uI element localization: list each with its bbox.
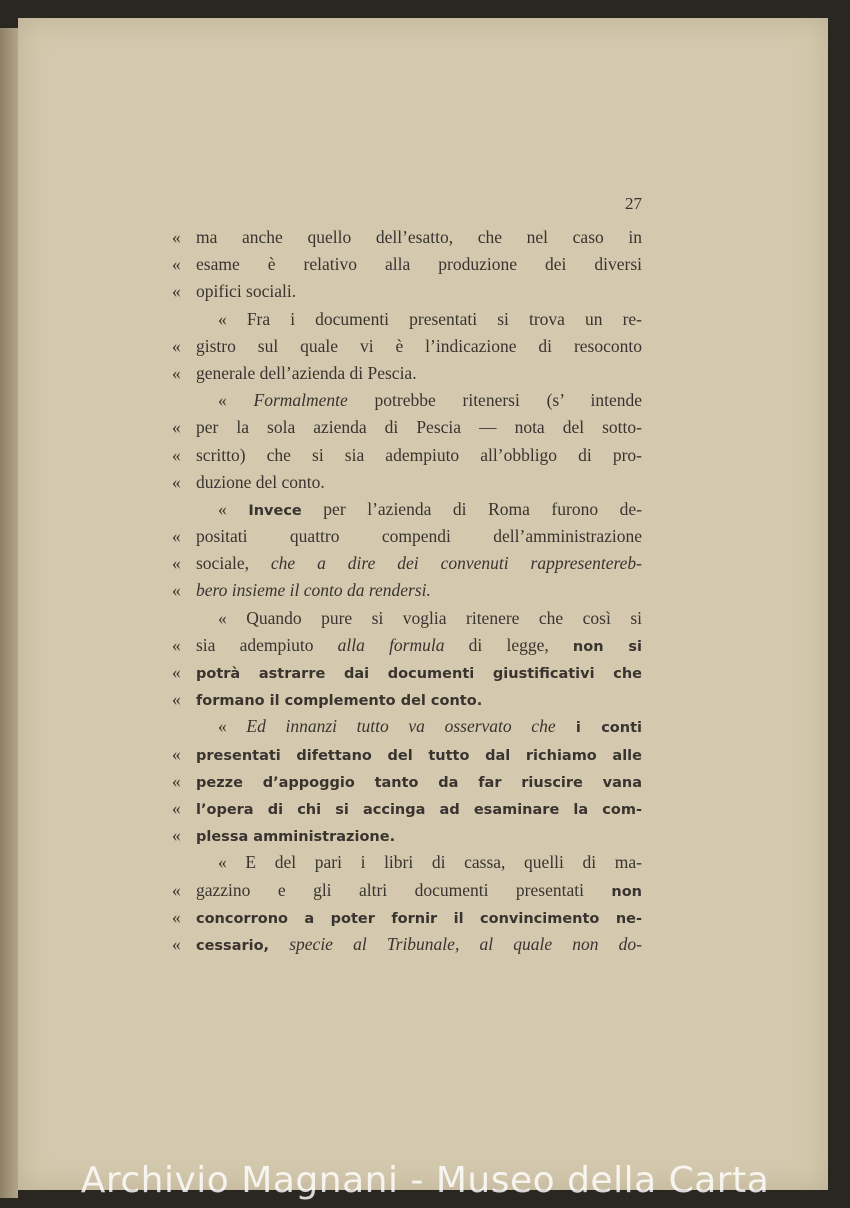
text-line (172, 795, 642, 822)
italic-text: Ed innanzi tutto va osservato che (246, 716, 556, 737)
line-content (196, 686, 642, 713)
text-segment: sia adempiuto (196, 634, 338, 655)
line-content (196, 224, 642, 251)
bold-text: concorrono a poter fornir il convincimento ne- (196, 910, 642, 927)
quote-mark: « (172, 417, 181, 438)
text-line (172, 387, 642, 414)
text-segment: duzione del conto. (196, 471, 325, 492)
text-line (172, 904, 642, 931)
quote-mark: « (172, 553, 181, 574)
text-line (172, 931, 642, 958)
text-segment: esame è relativo alla produzione dei diversi (196, 254, 642, 275)
text-segment: di legge, (444, 634, 573, 655)
quote-mark: « (172, 227, 181, 247)
bold-text: l’opera di chi si accinga ad esaminare la com- (196, 801, 642, 818)
line-content (218, 849, 642, 876)
line-content (218, 496, 642, 523)
quote-mark: « (172, 580, 181, 601)
text-segment: « (218, 716, 247, 737)
line-content (196, 904, 642, 931)
line-content (196, 768, 642, 795)
bold-text: potrà astrarre dai documenti giustificativi che (196, 666, 642, 682)
italic-text: specie al Tribunale, al quale non do- (269, 933, 642, 954)
text-line (172, 686, 642, 713)
text-segment: scritto) che si sia adempiuto all’obbligo di pro- (196, 444, 642, 465)
line-content (196, 414, 642, 441)
quote-mark: « (172, 743, 181, 764)
line-content (196, 877, 642, 904)
body-text (172, 224, 642, 958)
paragraph-indent (172, 496, 218, 523)
text-segment: positati quattro compendi dell’amministrazione (196, 526, 642, 547)
line-content (196, 523, 642, 550)
text-line (172, 523, 642, 550)
text-line (172, 605, 642, 632)
bold-text: presentati difettano del tutto dal richiamo alle (196, 747, 642, 764)
quote-mark: « (172, 254, 181, 275)
quote-mark: « (172, 933, 181, 954)
line-content (196, 795, 642, 822)
line-content (196, 278, 642, 305)
text-line (172, 224, 642, 251)
quote-mark: « (172, 797, 181, 818)
text-segment: ma anche quello dell’esatto, che nel caso in (196, 227, 642, 247)
paragraph-indent (172, 713, 218, 740)
text-segment: « Quando pure si voglia ritenere che così si (218, 607, 642, 628)
text-line (172, 768, 642, 795)
line-content (196, 469, 642, 496)
line-content (196, 931, 642, 958)
paragraph-indent (172, 387, 218, 414)
paragraph-indent (172, 849, 218, 876)
quote-mark: « (172, 634, 181, 655)
text-segment: « E del pari i libri di cassa, quelli di ma- (218, 852, 642, 873)
line-content (218, 605, 642, 632)
text-segment: potrebbe ritenersi (s’ intende (347, 390, 642, 411)
bold-text: non si (572, 638, 642, 655)
text-line (172, 360, 642, 387)
text-line (172, 496, 642, 523)
text-line (172, 278, 642, 305)
bold-text: i conti (555, 720, 642, 737)
text-line (172, 849, 642, 876)
paragraph-indent (172, 306, 218, 333)
italic-text: Formalmente (253, 390, 348, 411)
quote-mark: « (172, 281, 181, 302)
italic-text: bero insieme il conto da rendersi. (196, 580, 431, 601)
text-segment: generale dell’azienda di Pescia. (196, 362, 417, 383)
quote-mark: « (172, 471, 181, 492)
quote-mark: « (172, 526, 181, 547)
text-line (172, 659, 642, 686)
line-content (196, 741, 642, 768)
italic-text: alla formula (337, 634, 445, 655)
line-content (196, 550, 642, 577)
text-line (172, 713, 642, 740)
text-segment: sociale, (196, 553, 271, 574)
text-line (172, 550, 642, 577)
quote-mark: « (172, 444, 181, 465)
line-content (196, 822, 642, 849)
bold-text: plessa amministrazione. (196, 829, 396, 846)
text-segment: gazzino e gli altri documenti presentati (196, 879, 612, 900)
text-line (172, 632, 642, 659)
text-segment: gistro sul quale vi è l’indicazione di resoconto (196, 335, 642, 356)
paragraph-indent (172, 605, 218, 632)
quote-mark: « (172, 879, 181, 900)
line-content (196, 360, 642, 387)
text-line (172, 333, 642, 360)
archive-watermark: Archivio Magnani - Museo della Carta (80, 1160, 770, 1201)
line-content (196, 251, 642, 278)
text-line (172, 306, 642, 333)
italic-text: che a dire dei convenuti rappresentereb- (270, 553, 642, 574)
text-segment: « Fra i documenti presentati si trova un re- (218, 308, 642, 329)
text-segment: per l’azienda di Roma furono de- (301, 498, 642, 519)
text-line (172, 469, 642, 496)
text-line (172, 442, 642, 469)
line-content (218, 713, 642, 740)
quote-mark: « (172, 770, 181, 791)
bold-text: pezze d’appoggio tanto da far riuscire vana (196, 774, 642, 791)
text-line (172, 822, 642, 849)
quote-mark: « (172, 825, 181, 846)
quote-mark: « (172, 689, 181, 710)
line-content (196, 577, 642, 604)
quote-mark: « (172, 906, 181, 927)
line-content (196, 659, 642, 686)
line-content (218, 306, 642, 333)
text-segment: « (218, 390, 254, 411)
line-content (218, 387, 642, 414)
facing-page-edge (0, 28, 18, 1198)
bold-text: Invece (248, 502, 302, 519)
text-segment: opifici sociali. (196, 281, 297, 302)
text-segment: per la sola azienda di Pescia — nota del sotto- (196, 417, 642, 438)
line-content (196, 632, 642, 659)
text-line (172, 877, 642, 904)
quote-mark: « (172, 335, 181, 356)
text-line (172, 251, 642, 278)
bold-text: formano il complemento del conto. (196, 693, 483, 710)
text-segment: « (218, 498, 249, 519)
page-number: 27 (625, 194, 642, 213)
bold-text: cessario, (196, 937, 270, 954)
quote-mark: « (172, 362, 181, 383)
text-line (172, 741, 642, 768)
line-content (196, 442, 642, 469)
bold-text: non (611, 883, 642, 900)
text-line (172, 577, 642, 604)
quote-mark: « (172, 662, 181, 682)
line-content (196, 333, 642, 360)
text-line (172, 414, 642, 441)
